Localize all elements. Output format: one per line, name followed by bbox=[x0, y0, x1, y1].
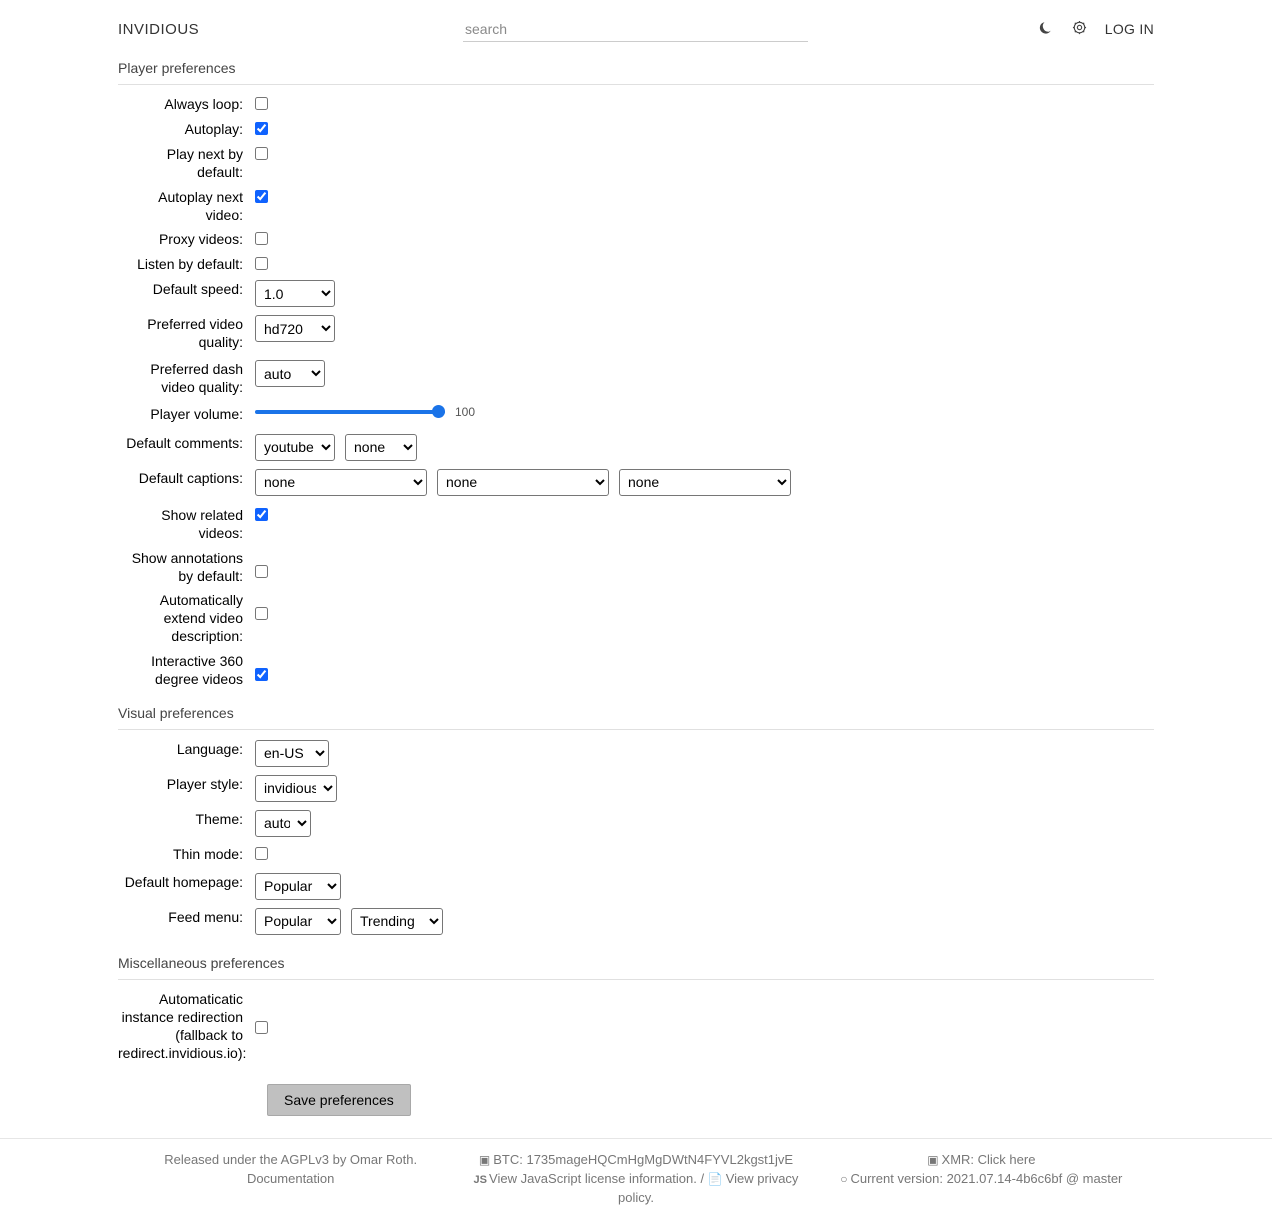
extend-description-checkbox[interactable] bbox=[255, 607, 268, 620]
player-style-select[interactable] bbox=[255, 775, 337, 802]
feed-menu-select-2[interactable] bbox=[351, 908, 443, 935]
js-badge: JS bbox=[473, 1174, 488, 1187]
row-interactive-360 bbox=[118, 652, 1154, 689]
save-row bbox=[118, 1084, 1154, 1116]
footer-documentation-link[interactable]: Documentation bbox=[246, 1171, 335, 1187]
row-autoplay bbox=[118, 120, 1154, 139]
footer-btc-link[interactable]: BTC: 1735mageHQCmHgMgDWtN4FYVL2kgst1jvE bbox=[493, 1152, 794, 1168]
github-icon: ○ bbox=[840, 1172, 848, 1187]
label-autoplay-next: Autoplay next video: bbox=[158, 188, 243, 223]
row-language bbox=[118, 740, 1154, 767]
default-comments-select-1[interactable] bbox=[255, 434, 335, 461]
row-always-loop bbox=[118, 95, 1154, 114]
default-speed-select[interactable] bbox=[255, 280, 335, 307]
default-captions-select-1[interactable] bbox=[255, 469, 427, 496]
row-proxy-videos bbox=[118, 230, 1154, 249]
footer-xmr-link[interactable]: XMR: Click here bbox=[941, 1152, 1036, 1168]
section-title-misc: Miscellaneous preferences bbox=[118, 949, 1154, 980]
feed-menu-select-1[interactable] bbox=[255, 908, 341, 935]
section-title-visual: Visual preferences bbox=[118, 699, 1154, 730]
label-always-loop: Always loop: bbox=[164, 96, 243, 112]
label-interactive-360: Interactive 360 degree videos bbox=[151, 653, 243, 688]
default-homepage-select[interactable] bbox=[255, 873, 341, 900]
monero-icon: ▣ bbox=[478, 1153, 491, 1168]
label-player-volume: Player volume: bbox=[150, 405, 243, 422]
search-container bbox=[463, 17, 808, 42]
row-extend-description bbox=[118, 591, 1154, 646]
row-player-style bbox=[118, 775, 1154, 802]
label-player-style: Player style: bbox=[166, 775, 243, 792]
label-preferred-quality: Preferred video quality: bbox=[147, 316, 243, 351]
show-annotations-checkbox[interactable] bbox=[255, 565, 268, 578]
row-default-homepage bbox=[118, 873, 1154, 900]
save-preferences-button[interactable]: Save preferences bbox=[267, 1084, 411, 1116]
login-link[interactable]: LOG IN bbox=[1104, 21, 1154, 37]
footer-right bbox=[809, 1151, 1154, 1208]
document-icon: 📄 bbox=[707, 1172, 723, 1187]
player-volume-value: 100 bbox=[455, 404, 476, 419]
label-show-annotations: Show annotations by default: bbox=[131, 549, 243, 584]
gear-icon[interactable] bbox=[1071, 20, 1089, 38]
row-preferred-quality bbox=[118, 315, 1154, 352]
language-select[interactable] bbox=[255, 740, 329, 767]
preferred-quality-select[interactable] bbox=[255, 315, 335, 342]
moon-icon[interactable] bbox=[1037, 20, 1055, 38]
show-related-checkbox[interactable] bbox=[255, 508, 268, 521]
label-thin-mode: Thin mode: bbox=[172, 845, 243, 862]
footer-privacy-link[interactable]: View privacy policy. bbox=[618, 1171, 799, 1206]
auto-instance-redirect-checkbox[interactable] bbox=[255, 1021, 268, 1034]
label-auto-instance-redirect: Automaticatic instance redirection (fallback to redirect.invidious.io): bbox=[118, 990, 247, 1061]
row-listen-default bbox=[118, 255, 1154, 274]
page-footer bbox=[0, 1138, 1272, 1208]
row-theme bbox=[118, 810, 1154, 837]
label-preferred-dash-quality: Preferred dash video quality: bbox=[150, 361, 243, 395]
autoplay-checkbox[interactable] bbox=[255, 122, 268, 135]
row-play-next bbox=[118, 145, 1154, 182]
footer-js-license-link[interactable]: View JavaScript license information. bbox=[489, 1171, 697, 1187]
section-title-player: Player preferences bbox=[118, 54, 1154, 85]
interactive-360-checkbox[interactable] bbox=[255, 668, 268, 681]
thin-mode-checkbox[interactable] bbox=[255, 847, 268, 860]
row-default-comments bbox=[118, 434, 1154, 461]
default-captions-select-2[interactable] bbox=[437, 469, 609, 496]
label-extend-description: Automatically extend video description: bbox=[159, 592, 243, 645]
play-next-checkbox[interactable] bbox=[255, 147, 268, 160]
navbar-right bbox=[1037, 20, 1154, 38]
label-listen-default: Listen by default: bbox=[137, 256, 243, 273]
row-feed-menu bbox=[118, 908, 1154, 935]
autoplay-next-checkbox[interactable] bbox=[255, 190, 268, 203]
label-proxy-videos: Proxy videos: bbox=[158, 231, 243, 248]
preferences-form bbox=[0, 54, 1272, 1116]
row-show-related bbox=[118, 506, 1154, 543]
footer-separator: / bbox=[700, 1171, 705, 1187]
default-captions-select-3[interactable] bbox=[619, 469, 791, 496]
footer-version-link[interactable]: Current version: 2021.07.14-4b6c6bf @ master bbox=[850, 1171, 1123, 1187]
proxy-videos-checkbox[interactable] bbox=[255, 232, 268, 245]
label-theme: Theme: bbox=[195, 810, 243, 827]
row-show-annotations bbox=[118, 549, 1154, 586]
brand-logo[interactable]: INVIDIOUS bbox=[118, 20, 200, 38]
label-play-next: Play next by default: bbox=[166, 145, 243, 180]
row-player-volume bbox=[118, 405, 1154, 424]
row-autoplay-next bbox=[118, 188, 1154, 225]
row-thin-mode bbox=[118, 845, 1154, 864]
footer-license-text: Released under the AGPLv3 by Omar Roth. bbox=[164, 1152, 418, 1168]
monero-icon-xmr: ▣ bbox=[927, 1153, 939, 1168]
label-default-comments: Default comments: bbox=[126, 434, 243, 451]
label-autoplay: Autoplay: bbox=[184, 120, 243, 137]
label-feed-menu: Feed menu: bbox=[168, 908, 243, 925]
label-show-related: Show related videos: bbox=[161, 506, 243, 541]
footer-center bbox=[463, 1151, 808, 1208]
label-default-speed: Default speed: bbox=[152, 281, 243, 298]
top-navbar bbox=[0, 0, 1272, 54]
default-comments-select-2[interactable] bbox=[345, 434, 417, 461]
footer-left bbox=[118, 1151, 463, 1208]
preferred-dash-quality-select[interactable] bbox=[255, 360, 325, 387]
listen-default-checkbox[interactable] bbox=[255, 257, 268, 270]
theme-select[interactable] bbox=[255, 810, 311, 837]
row-default-speed bbox=[118, 280, 1154, 307]
player-volume-slider[interactable] bbox=[255, 410, 445, 414]
row-auto-instance-redirect bbox=[118, 990, 1154, 1063]
label-default-homepage: Default homepage: bbox=[124, 873, 243, 890]
row-default-captions bbox=[118, 469, 1154, 496]
search-input[interactable] bbox=[463, 17, 808, 42]
label-language: Language: bbox=[176, 740, 243, 757]
row-preferred-dash-quality bbox=[118, 360, 1154, 397]
always-loop-checkbox[interactable] bbox=[255, 97, 268, 110]
label-default-captions: Default captions: bbox=[138, 469, 243, 486]
